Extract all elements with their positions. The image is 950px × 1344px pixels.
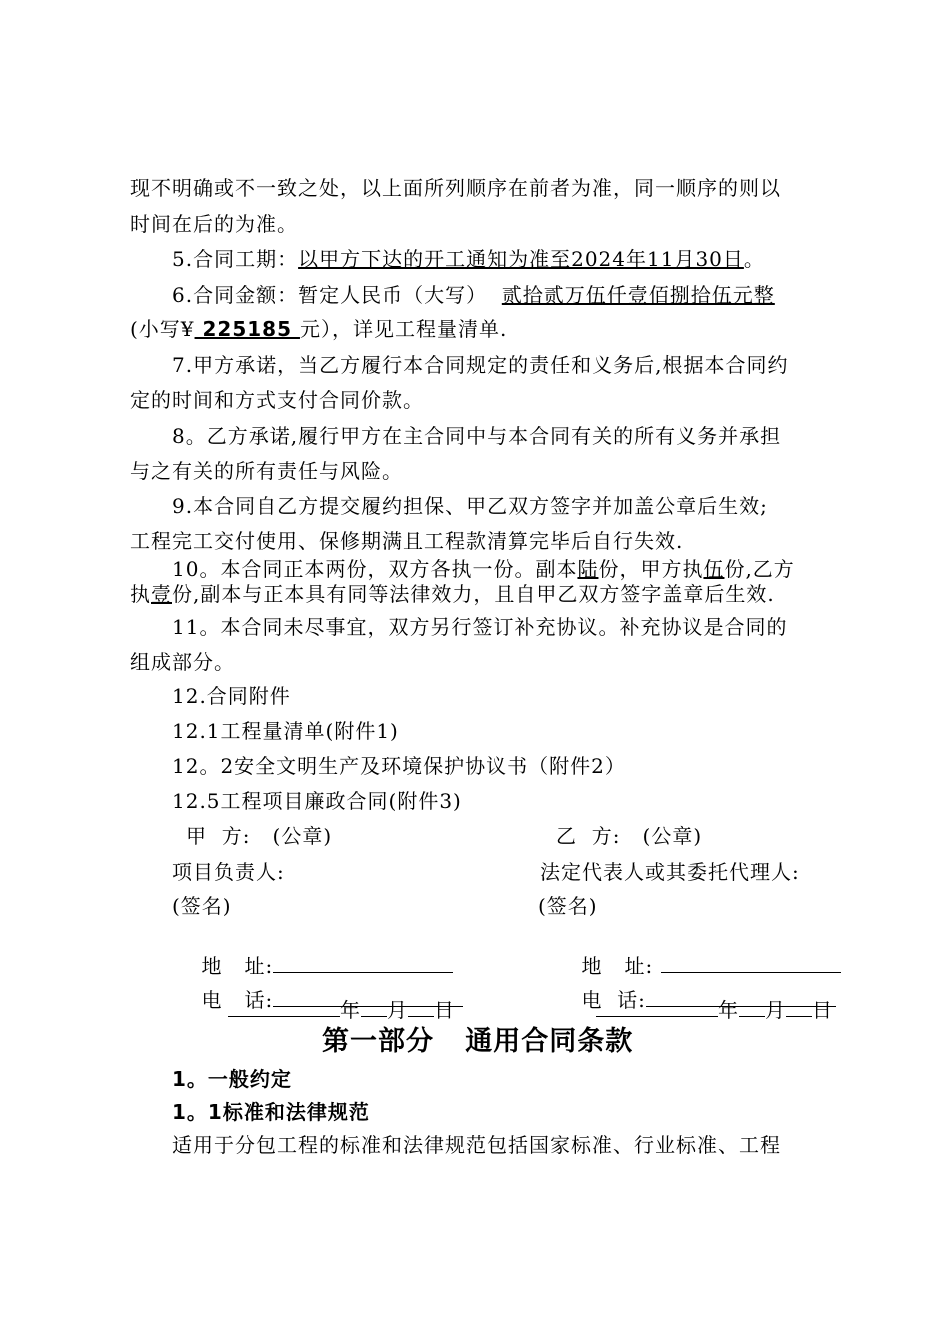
item-7-line-2: 定的时间和方式支付合同价款。 — [130, 388, 424, 412]
project-lead-label: 项目负责人: — [172, 860, 285, 884]
intro-line-2: 时间在后的为准。 — [130, 212, 298, 236]
section-1-1-title: 1。1标准和法律规范 — [172, 1100, 370, 1124]
section-1-1-text: 适用于分包工程的标准和法律规范包括国家标准、行业标准、工程 — [172, 1133, 781, 1157]
legal-rep-label: 法定代表人或其委托代理人: — [540, 860, 800, 884]
party-a-copies: 伍 — [703, 557, 725, 581]
item-6-small-amount — [130, 317, 507, 341]
phone-label: 电 话: — [581, 988, 646, 1012]
item-10-line-1: 10。本合同正本两份，双方各执一份。副本陆份，甲方执伍份,乙方 — [172, 557, 795, 581]
attachment-3: 12.5工程项目廉政合同(附件3) — [172, 789, 462, 813]
item-5-contract-period — [172, 247, 765, 271]
item-5-end: 。 — [743, 247, 765, 271]
phone-label: 电 话: — [201, 988, 274, 1012]
party-b-signature-label: (签名) — [538, 894, 598, 918]
party-b-date: 年 月 日 — [596, 998, 833, 1022]
item-6-label: 6.合同金额：暂定人民币（大写） — [172, 283, 488, 307]
item-10-line-2: 执壹份,副本与正本具有同等法律效力，且自甲乙双方签字盖章后生效. — [130, 582, 775, 606]
item-11-line-2: 组成部分。 — [130, 650, 235, 674]
party-a-seal: 甲 方: (公章) — [186, 824, 333, 848]
item-11-line-1: 11。本合同未尽事宜，双方另行签订补充协议。补充协议是合同的 — [172, 615, 788, 639]
intro-line-1: 现不明确或不一致之处，以上面所列顺序在前者为准，同一顺序的则以 — [130, 176, 781, 200]
part-title: 第一部分 通用合同条款 — [322, 1026, 634, 1057]
party-a-date: 年 月 日 — [228, 998, 455, 1022]
item-6-amount-number: 225185 — [202, 317, 292, 341]
item-9-line-1: 9.本合同自乙方提交履约担保、甲乙双方签字并加盖公章后生效; — [172, 494, 768, 518]
party-b-seal: 乙 方: (公章) — [556, 824, 703, 848]
item-5-label: 5.合同工期： — [172, 247, 299, 271]
item-8-line-2: 与之有关的所有责任与风险。 — [130, 459, 403, 483]
address-label: 地 址: — [581, 954, 654, 978]
section-1-title: 1。一般约定 — [172, 1067, 292, 1091]
item-6-amount-words: 贰拾贰万伍仟壹佰捌拾伍元整 — [501, 283, 775, 307]
item-9-line-2: 工程完工交付使用、保修期满且工程款清算完毕后自行失效. — [130, 529, 684, 553]
item-8-line-1: 8。乙方承诺,履行甲方在主合同中与本合同有关的所有义务并承担 — [172, 424, 782, 448]
item-6-small-prefix: (小写¥ — [130, 317, 195, 341]
item-6-contract-amount — [172, 283, 775, 307]
copies-count: 陆 — [577, 557, 599, 581]
item-5-value: 以甲方下达的开工通知为准至2024年11月30日 — [298, 247, 744, 271]
attachment-1: 12.1工程量清单(附件1) — [172, 719, 399, 743]
item-6-small-suffix: 元），详见工程量清单. — [299, 317, 508, 341]
item-12-title: 12.合同附件 — [172, 684, 291, 708]
party-b-copies: 壹 — [151, 582, 172, 606]
address-label: 地 址: — [201, 954, 274, 978]
item-7-line-1: 7.甲方承诺，当乙方履行本合同规定的责任和义务后,根据本合同约 — [172, 353, 789, 377]
attachment-2: 12。2安全文明生产及环境保护协议书（附件2） — [172, 754, 626, 778]
party-a-signature-label: (签名) — [172, 894, 232, 918]
